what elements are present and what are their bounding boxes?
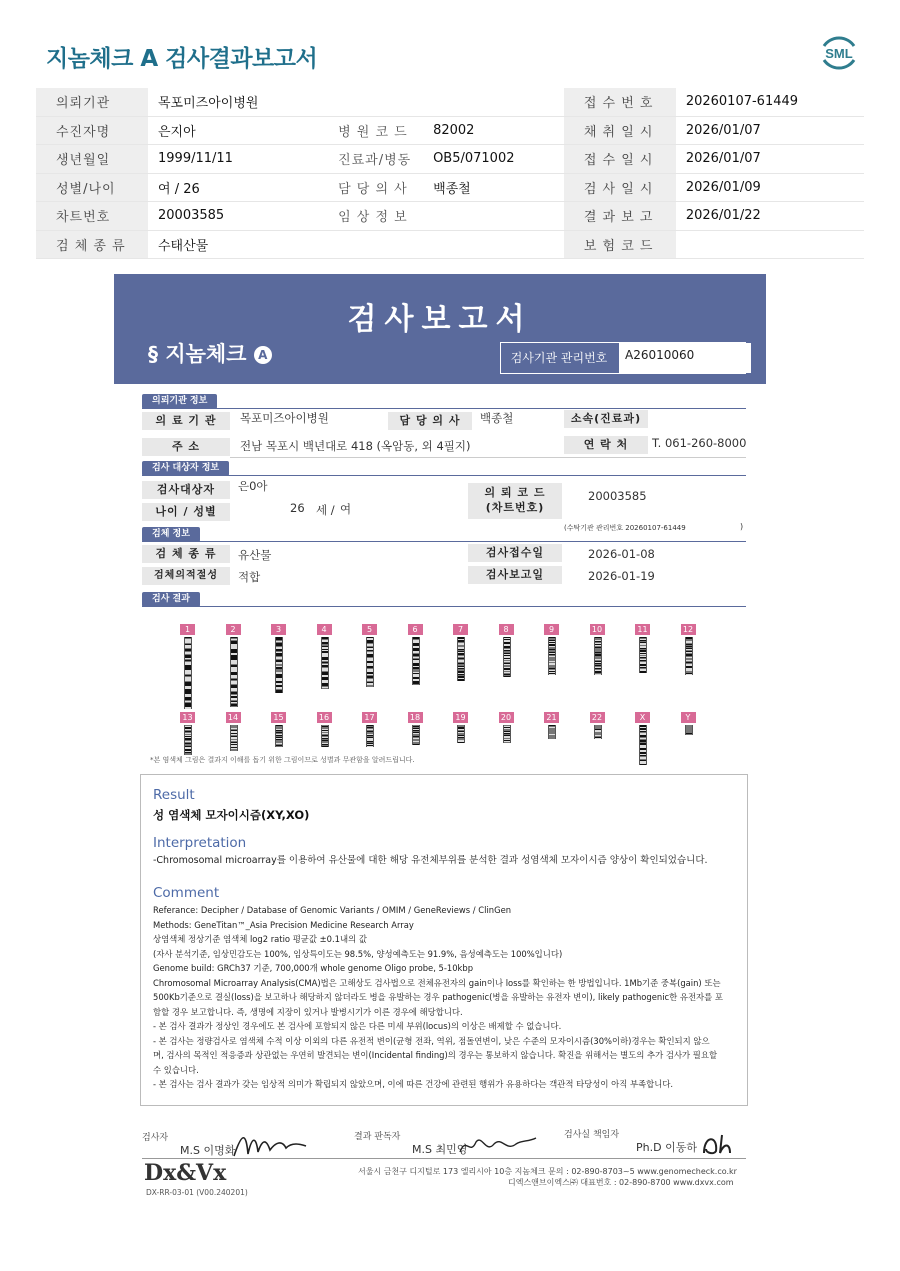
info-value — [423, 88, 564, 116]
comment-line: 상염색체 정상기준 염색체 log2 ratio 평균값 ±0.1내의 값 — [153, 934, 367, 944]
chromosome-label: 15 — [271, 712, 286, 723]
address-value: 전남 목포시 백년대로 418 (옥암동, 외 4필지) — [240, 439, 471, 453]
doctor-value: 백종철 — [480, 411, 514, 425]
chromosome — [366, 637, 374, 687]
judge-label: 결과 판독자 — [354, 1132, 401, 1142]
chromosome-label: 18 — [408, 712, 423, 723]
chromosome-label: 5 — [362, 624, 377, 635]
comment-lines — [153, 903, 743, 1092]
chromosome — [503, 725, 511, 743]
info-label — [318, 230, 423, 259]
chromosome — [685, 637, 693, 675]
subject-name-label: 검사대상자 — [142, 481, 230, 499]
chromosome — [321, 637, 329, 689]
chromosome-label: 12 — [681, 624, 696, 635]
info-value: 2026/01/22 — [676, 202, 864, 231]
chromosome-label: 4 — [317, 624, 332, 635]
info-value: OB5/071002 — [423, 145, 564, 174]
divider — [142, 1158, 746, 1159]
sub-institution-note-end: ) — [740, 522, 744, 531]
chromosome-label: 6 — [408, 624, 423, 635]
chromosome — [548, 725, 556, 739]
chromosome-label: Y — [681, 712, 696, 723]
karyogram — [142, 610, 746, 770]
age-unit: 세 / — [316, 503, 335, 517]
info-label: 채 취 일 시 — [564, 116, 676, 145]
sml-logo-icon — [818, 32, 860, 74]
divider — [142, 475, 746, 476]
age-value: 26 — [290, 501, 305, 515]
tester-name: M.S 이명화 — [180, 1144, 236, 1157]
dna-icon: § — [148, 342, 158, 366]
footer-line-2: 디엑스앤브이엑스㈜ 대표번호 : 02-890-8700 www.dxvx.com — [508, 1178, 734, 1187]
report-date-value: 2026-01-19 — [588, 569, 655, 583]
specimen-fit-label: 검체의적절성 — [142, 567, 230, 585]
management-number-box — [500, 342, 746, 374]
chromosome-label: 17 — [362, 712, 377, 723]
management-number-value: A26010060 — [619, 343, 751, 373]
divider — [142, 541, 746, 542]
info-row — [36, 145, 864, 174]
comment-line: 며, 검사의 목적인 적응증과 상관없는 우연히 발견되는 변이(Incidental finding)의 경우는 통보하지 않습니다. 확진을 위해서는 별도의 추가 검사가 필요할 — [153, 1050, 718, 1060]
info-label: 접 수 번 호 — [564, 88, 676, 116]
info-label: 수진자명 — [36, 116, 148, 145]
divider — [142, 606, 746, 607]
specimen-type-value: 유산물 — [238, 548, 272, 562]
divider — [230, 457, 746, 458]
comment-line: 500Kb기준으로 결실(loss)을 보고하나 해당하지 않더라도 병을 유발하는 경우 pathogenic(병을 유발하는 유전자 변이), likely pathogenic한 유전자를 포 — [153, 992, 723, 1002]
comment-line: 함할 경우 보고합니다. 즉, 생명에 지장이 있거나 발병시기가 이른 경우에 해당합니다. — [153, 1006, 463, 1017]
chromosome — [685, 725, 693, 735]
chromosome-label: 3 — [271, 624, 286, 635]
info-label: 병 원 코 드 — [318, 116, 423, 145]
chief-signature — [700, 1131, 736, 1161]
chromosome-label: 21 — [544, 712, 559, 723]
chromosome-label: 2 — [226, 624, 241, 635]
info-label: 임 상 정 보 — [318, 202, 423, 231]
chromosome — [275, 725, 283, 747]
info-value: 목포미즈아이병원 — [148, 88, 318, 116]
info-row — [36, 116, 864, 145]
chromosome-label: 11 — [635, 624, 650, 635]
report-title: 검사보고서 — [347, 302, 533, 337]
comment-line: - 본 검사는 정량검사로 염색체 수적 이상 이외의 다른 유전적 변이(균형 전좌, 역위, 점돌연변이, 낮은 수준의 모자이시즘(30%이하)경우는 확인되지 않으 — [153, 1035, 710, 1046]
chromosome — [457, 725, 465, 743]
tester-label: 검사자 — [142, 1133, 169, 1143]
specimen-type-label: 검 체 종 류 — [142, 545, 230, 563]
info-row — [36, 173, 864, 202]
sub-institution-note: (수탁기관 관리번호 20260107-61449 — [564, 524, 686, 532]
judge-name: M.S 최민영 — [412, 1143, 468, 1156]
info-label: 진료과/병동 — [318, 145, 423, 174]
chromosome-label: 10 — [590, 624, 605, 635]
chromosome — [230, 637, 238, 707]
chromosome — [548, 637, 556, 675]
result-text: 성 염색체 모자이시즘(XY,XO) — [153, 808, 310, 822]
info-row — [36, 230, 864, 259]
department-label: 소속(진료과) — [564, 410, 648, 428]
section-subject: 검사 대상자 정보 — [142, 461, 229, 476]
management-number-label: 검사기관 관리번호 — [510, 351, 608, 365]
info-label: 의뢰기관 — [36, 88, 148, 116]
section-result: 검사 결과 — [142, 592, 200, 607]
info-value: 백종철 — [423, 173, 564, 202]
chromosome-label: 7 — [453, 624, 468, 635]
chromosome — [275, 637, 283, 693]
chromosome — [412, 637, 420, 685]
info-value: 수태산물 — [148, 230, 318, 259]
info-value: 여 / 26 — [148, 173, 318, 202]
tester-signature — [230, 1126, 310, 1168]
chromosome-label: 9 — [544, 624, 559, 635]
logo-badge: A — [254, 346, 272, 364]
chief-label: 검사실 책임자 — [564, 1130, 620, 1140]
chromosome-label: 16 — [317, 712, 332, 723]
result-heading: Result — [153, 787, 195, 803]
chromosome-label: 14 — [226, 712, 241, 723]
info-value: 은지아 — [148, 116, 318, 145]
chromosome-label: 13 — [180, 712, 195, 723]
institution-label: 의 료 기 관 — [142, 412, 230, 430]
comment-line: - 본 검사는 검사 결과가 갖는 임상적 의미가 확립되지 않았으며, 이에 따른 건강에 관련된 행위가 유용하다는 객관적 타당성이 아직 부족합니다. — [153, 1079, 674, 1089]
contact-label: 연 락 처 — [564, 436, 648, 454]
genomecheck-logo: § 지놈체크 A — [148, 338, 272, 368]
sex-value: 여 — [340, 502, 352, 516]
received-date-label: 검사접수일 — [468, 544, 562, 562]
info-row — [36, 88, 864, 116]
info-label: 결 과 보 고 — [564, 202, 676, 231]
info-value: 20260107-61449 — [676, 88, 864, 116]
chromosome — [366, 725, 374, 747]
info-value: 82002 — [423, 116, 564, 145]
chromosome — [321, 725, 329, 747]
chromosome — [639, 725, 647, 765]
doctor-label: 담 당 의 사 — [388, 412, 472, 430]
age-sex-label: 나이 / 성별 — [142, 503, 230, 521]
chromosome-label: 19 — [453, 712, 468, 723]
info-label: 검 체 종 류 — [36, 230, 148, 259]
result-box — [140, 774, 748, 1106]
info-value: 1999/11/11 — [148, 145, 318, 174]
report-sheet — [114, 274, 766, 1214]
chromosome — [184, 637, 192, 709]
received-date-value: 2026-01-08 — [588, 547, 655, 561]
interpretation-heading: Interpretation — [153, 835, 247, 851]
info-label: 보 험 코 드 — [564, 230, 676, 259]
chromosome-label: 8 — [499, 624, 514, 635]
report-date-label: 검사보고일 — [468, 566, 562, 584]
patient-info-table — [36, 88, 864, 259]
chromosome — [412, 725, 420, 745]
info-label: 생년월일 — [36, 145, 148, 174]
comment-line: Referance: Decipher / Database of Genomic Variants / OMIM / GeneReviews / ClinGen — [153, 905, 512, 915]
info-value: 20003585 — [148, 202, 318, 231]
info-value — [423, 230, 564, 259]
info-label: 차트번호 — [36, 202, 148, 231]
address-label: 주 소 — [142, 438, 230, 456]
chromosome — [503, 637, 511, 677]
document-title: 지놈체크 A 검사결과보고서 — [46, 46, 318, 72]
comment-line: - 본 검사 결과가 정상인 경우에도 본 검사에 포함되지 않은 다른 미세 부위(locus)의 이상은 배제할 수 없습니다. — [153, 1021, 562, 1031]
divider — [142, 408, 746, 409]
info-value: 2026/01/09 — [676, 173, 864, 202]
dxvx-logo: Dx&Vx — [144, 1160, 227, 1186]
chromosome-label: 1 — [180, 624, 195, 635]
chromosome — [594, 725, 602, 739]
comment-line: (자사 분석기준, 임상민감도는 100%, 임상특이도는 98.5%, 양성예측도는 91.9%, 음성예측도는 100%입니다) — [153, 948, 563, 959]
comment-line: Methods: GeneTitan™_Asia Precision Medicine Research Array — [153, 919, 414, 930]
info-label: 담 당 의 사 — [318, 173, 423, 202]
info-value — [676, 230, 864, 259]
comment-line: Chromosomal Microarray Analysis(CMA)법은 고해상도 검사법으로 전체유전자의 gain이나 loss를 확인하는 한 방법입니다. 1Mb기준 중복(gain) 또는 — [153, 977, 721, 988]
info-value: 2026/01/07 — [676, 145, 864, 174]
document-code: DX-RR-03-01 (V00.240201) — [146, 1188, 248, 1197]
comment-line: Genome build: GRCh37 기준, 700,000개 whole genome Oligo probe, 5-10kbp — [153, 963, 474, 973]
chromosome — [594, 637, 602, 675]
institution-value: 목포미즈아이병원 — [240, 411, 329, 425]
chromosome — [230, 725, 238, 751]
chromosome-label: 20 — [499, 712, 514, 723]
svg-text:SML: SML — [825, 46, 853, 61]
contact-value: T. 061-260-8000 — [652, 436, 747, 450]
info-value: 2026/01/07 — [676, 116, 864, 145]
info-row — [36, 202, 864, 231]
info-label: 성별/나이 — [36, 173, 148, 202]
subject-name-value: 은0아 — [238, 479, 268, 493]
interpretation-text: -Chromosomal microarray를 이용하여 유산물에 대한 해당 유전체부위를 분석한 결과 성염색체 모자이시즘 양상이 확인되었습니다. — [153, 855, 708, 866]
info-label: 검 사 일 시 — [564, 173, 676, 202]
karyogram-note: *본 염색체 그림은 결과지 이해를 돕기 위한 그림이므로 성별과 무관함을 알려드립니다. — [150, 756, 415, 764]
chromosome — [639, 637, 647, 673]
section-specimen: 검체 정보 — [142, 527, 200, 542]
footer-line-1: 서울시 금천구 디지털로 173 엘리시아 10층 지놈체크 문의 : 02-890-8703~5 www.genomecheck.co.kr — [358, 1167, 737, 1176]
comment-heading: Comment — [153, 885, 220, 901]
specimen-fit-value: 적합 — [238, 570, 261, 584]
info-label: 접 수 일 시 — [564, 145, 676, 174]
chief-name: Ph.D 이동하 — [636, 1141, 697, 1154]
info-label — [318, 88, 423, 116]
request-code-label: 의 뢰 코 드 (차트번호) — [468, 483, 562, 519]
info-value — [423, 202, 564, 231]
request-code-value: 20003585 — [588, 489, 647, 503]
chromosome — [457, 637, 465, 681]
section-requester: 의뢰기관 정보 — [142, 394, 217, 409]
comment-line: 수 있습니다. — [153, 1064, 199, 1075]
chromosome-label: 22 — [590, 712, 605, 723]
chromosome — [184, 725, 192, 755]
chromosome-label: X — [635, 712, 650, 723]
